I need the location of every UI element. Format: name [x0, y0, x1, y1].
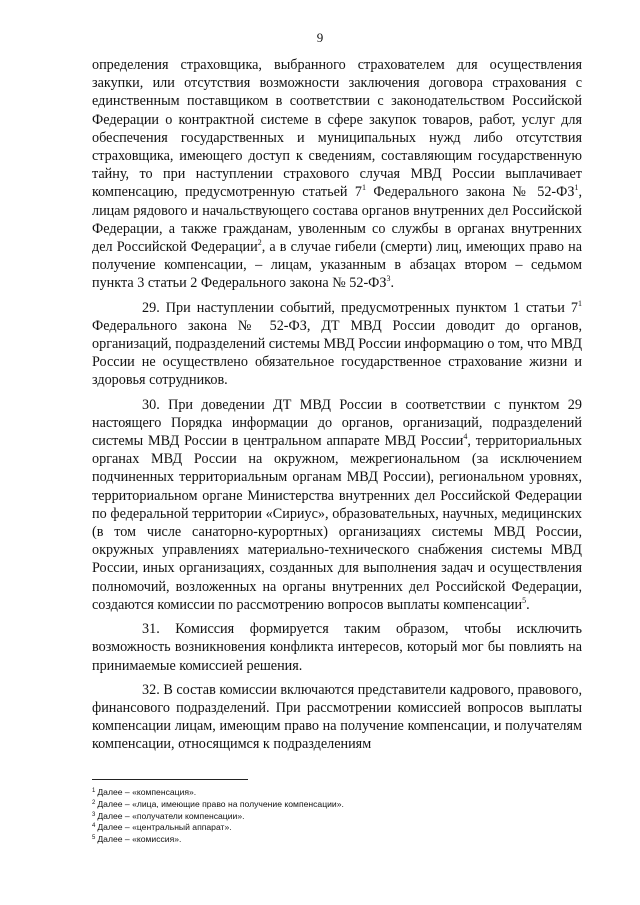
paragraph-32: 32. В состав комиссии включаются представители кадрового, правового, финансового подразделений. При рассмотрении комиссией вопросов выплаты компенсации лицам, имеющим право на получение компенсации, и получателям компенсации, относящимся к подразделениям: [92, 681, 582, 753]
text-segment: Федерального закона № 52-ФЗ, ДТ МВД России доводит до органов, организаций, подразделений системы МВД России информацию о том, что МВД России не осуществлено обязательное государственное страхование жизни и здоровья сотрудников.: [92, 317, 582, 389]
footnote-text: Далее – «комиссия».: [97, 834, 182, 845]
paragraph-continuation: [92, 56, 582, 293]
text-segment: , территориальных органах МВД России на окружном, межрегиональном (за исключением подчиненных территориальным органам МВД России), региональном уровнях, территориальном органе Министерства внутренних дел Российской Федерации по федеральной территории «Сириус», образовательных, научных, медицинских (в том числе санаторно-курортных) организациях системы МВД России, окружных управлениях материально-технического снабжения системы МВД России, иных организациях, созданных для выполнения задач и осуществления полномочий, возложенных на органы внутренних дел Российской Федерации, создаются комиссии по рассмотрению вопросов выплаты компенсации: [92, 433, 582, 613]
footnotes: [92, 787, 582, 846]
footnote-ref: 3: [386, 274, 391, 284]
text-segment: 30. При доведении ДТ МВД России в соответствии с пунктом 29 настоящего Порядка информации до органов, организаций, подразделений системы МВД России в центральном аппарате МВД России: [92, 396, 582, 450]
paragraph-31: 31. Комиссия формируется таким образом, чтобы исключить возможность возникновения конфликта интересов, который мог бы повлиять на принимаемые комиссией решения.: [92, 621, 582, 674]
footnote-text: Далее – «компенсация».: [97, 787, 197, 797]
footnote-item: [92, 787, 582, 799]
footnote-ref: 1: [578, 298, 582, 308]
footnote-number: 4: [92, 823, 96, 830]
text-segment: определения страховщика, выбранного страхователем для осуществления закупки, или отсутствия возможности заключения договора страхования с единственным поставщиком в соответствии с законодательством Российской Федерации о контрактной системе в сфере закупок товаров, работ, услуг для обеспечения государственных и муниципальных нужд либо отсутствия страховщика, имеющего доступ к сведениям, составляющим государственную тайну, то при наступлении страхового случая МВД России выплачивает компенсацию, предусмотренную статьей 7: [92, 57, 582, 201]
footnote-text: Далее – «лица, имеющие право на получение компенсации».: [97, 798, 344, 809]
footnote-number: 5: [92, 835, 96, 842]
body-text: [92, 56, 582, 760]
footnote-ref: 1: [574, 183, 579, 193]
text-segment: , лицам рядового и начальствующего состава органов внутренних дел Российской Федерации, а также гражданам, уволенным со службы в органах внутренних дел Российской Федерации: [92, 184, 583, 256]
paragraph-30: [92, 396, 582, 614]
footnote-ref: 4: [463, 432, 468, 442]
footnote-text: Далее – «получатели компенсации».: [97, 810, 245, 821]
footnote-text: Далее – «центральный аппарат».: [97, 822, 232, 833]
text-segment: 29. При наступлении событий, предусмотренных пунктом 1 статьи 7: [142, 299, 578, 316]
footnote-item: [92, 799, 582, 811]
page-number: 9: [316, 30, 324, 45]
footnote-divider: [92, 779, 248, 780]
footnote-ref: 1: [361, 183, 366, 193]
footnote-number: 1: [92, 788, 96, 794]
footnote-number: 3: [92, 811, 96, 818]
footnote-number: 2: [92, 799, 96, 806]
paragraph-29: [92, 299, 582, 390]
text-segment: , а в случае гибели (смерти) лиц, имеющих право на получение компенсации, – лицам, указанным в абзацах втором – седьмом пункта 3 статьи 2 Федерального закона № 52-ФЗ: [92, 239, 582, 292]
text-segment: Федерального закона № 52-ФЗ: [365, 184, 575, 201]
footnote-item: [92, 834, 582, 846]
footnote-ref: 5: [522, 595, 527, 605]
footnote-item: [92, 822, 582, 834]
footnote-item: [92, 811, 582, 823]
text-segment: .: [526, 596, 530, 613]
text-segment: .: [390, 275, 395, 292]
footnote-ref: 2: [257, 238, 262, 248]
